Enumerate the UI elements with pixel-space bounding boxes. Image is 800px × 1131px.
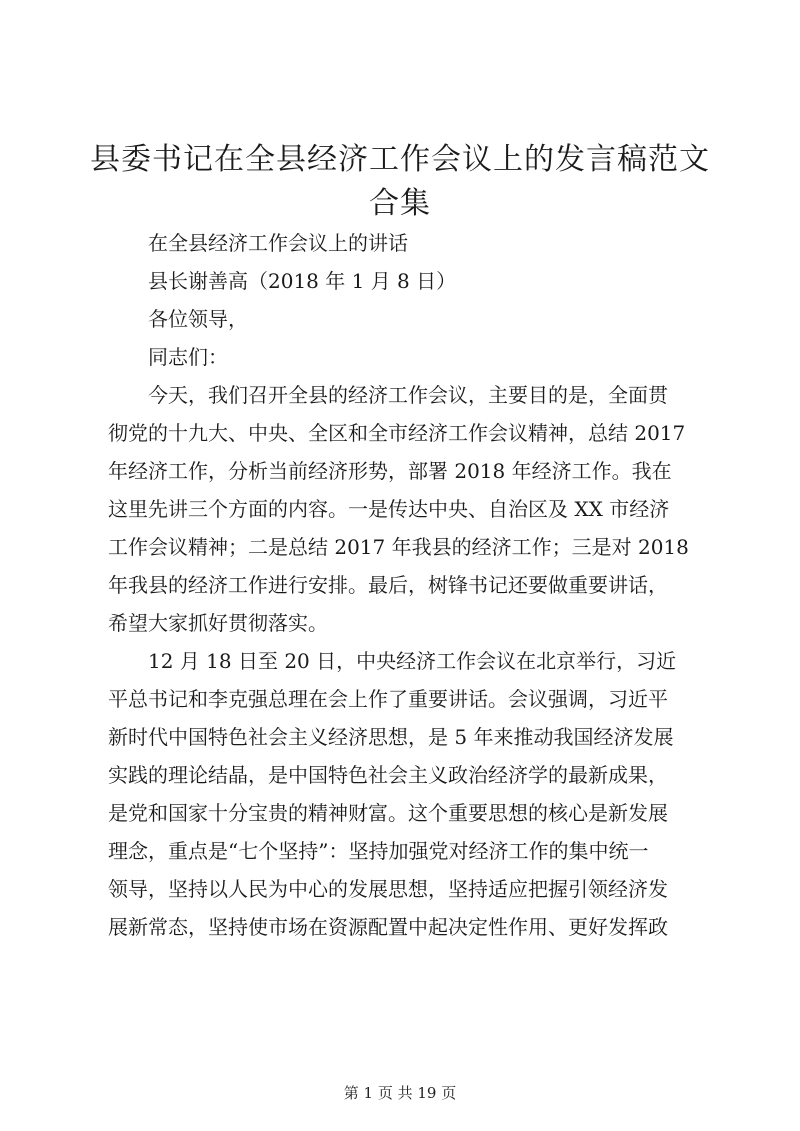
paragraph-line: 实践的理论结晶，是中国特色社会主义政治经济学的最新成果，: [108, 763, 668, 787]
salutation-line: 同志们：: [148, 345, 228, 369]
paragraph-line: 年我县的经济工作进行安排。最后，树锋书记还要做重要讲话，: [108, 573, 668, 597]
paragraph-line: 希望大家抓好贯彻落实。: [108, 611, 328, 635]
paragraph-line: 是党和国家十分宝贵的精神财富。这个重要思想的核心是新发展: [108, 801, 668, 825]
paragraph-line: 新时代中国特色社会主义经济思想，是 5 年来推动我国经济发展: [108, 725, 674, 749]
document-body: [108, 224, 708, 946]
title-line: 县委书记在全县经济工作会议上的发言稿范文: [90, 142, 710, 177]
paragraph-line: 这里先讲三个方面的内容。一是传达中央、自治区及 XX 市经济: [108, 497, 670, 521]
paragraph-line: 彻党的十九大、中央、全区和全市经济工作会议精神，总结 2017: [108, 421, 686, 445]
salutation-line: 各位领导，: [148, 307, 248, 331]
subtitle-line: 在全县经济工作会议上的讲话: [148, 231, 408, 255]
paragraph-line: 领导，坚持以人民为中心的发展思想，坚持适应把握引领经济发: [108, 877, 668, 901]
paragraph-line: 工作会议精神；二是总结 2017 年我县的经济工作；三是对 2018: [108, 535, 689, 559]
document-title: [90, 138, 710, 226]
paragraph-line: 12 月 18 日至 20 日，中央经济工作会议在北京举行，习近: [148, 649, 677, 673]
page-number-footer: 第 1 页 共 19 页: [343, 1084, 457, 1102]
paragraph-line: 展新常态，坚持使市场在资源配置中起决定性作用、更好发挥政: [108, 915, 668, 939]
speaker-line: 县长谢善高（2018 年 1 月 8 日）: [148, 269, 457, 293]
paragraph-line: 今天，我们召开全县的经济工作会议，主要目的是，全面贯: [148, 383, 668, 407]
paragraph-line: 年经济工作，分析当前经济形势，部署 2018 年经济工作。我在: [108, 459, 672, 483]
paragraph-line: 平总书记和李克强总理在会上作了重要讲话。会议强调，习近平: [108, 687, 668, 711]
paragraph-line: 理念，重点是“七个坚持”：坚持加强党对经济工作的集中统一: [108, 839, 649, 863]
title-line: 合集: [369, 186, 431, 221]
